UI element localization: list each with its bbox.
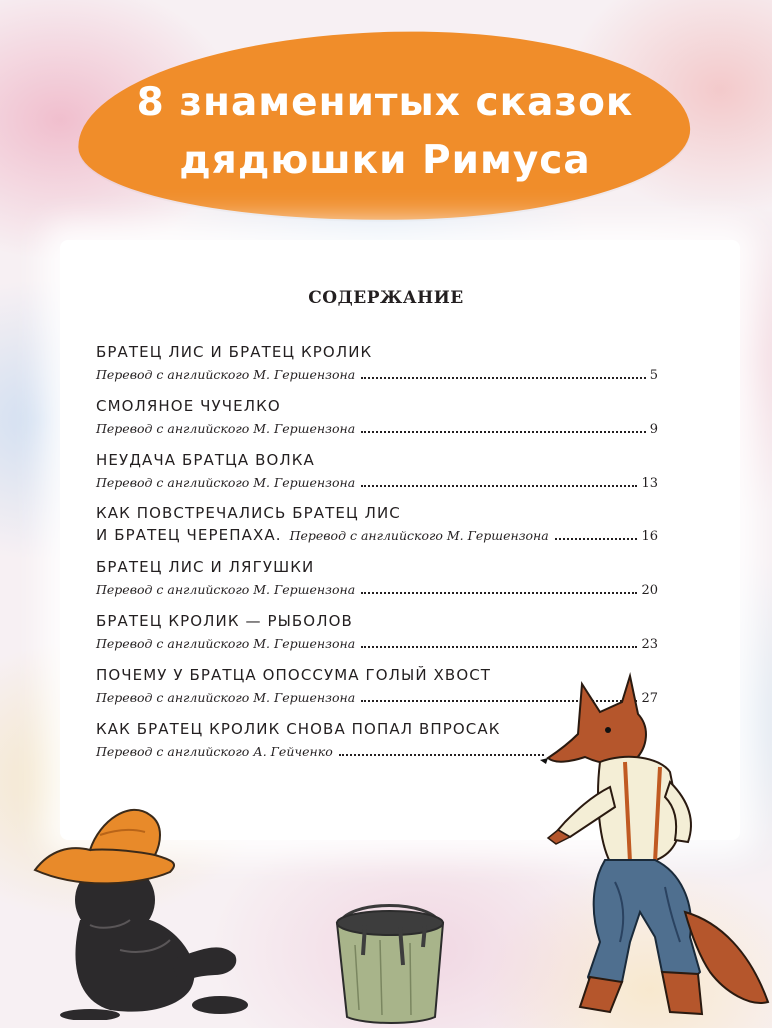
translator-credit: Перевод с английского М. Гершензона [96, 367, 356, 382]
title-line-2: дядюшки Римуса [179, 138, 591, 183]
translator-credit: Перевод с английского М. Гершензона [96, 582, 356, 597]
story-title: БРАТЕЦ ЛИС И БРАТЕЦ КРОЛИК [96, 343, 373, 361]
toc-entry[interactable] [96, 557, 658, 600]
dot-leader [361, 591, 637, 594]
story-title: ПОЧЕМУ У БРАТЦА ОПОССУМА ГОЛЫЙ ХВОСТ [96, 666, 492, 684]
hat-icon [35, 810, 174, 884]
toc-entry[interactable] [96, 450, 658, 493]
dot-leader [361, 645, 637, 648]
page-number: 13 [641, 476, 658, 491]
translator-credit: Перевод с английского А. Гейченко [96, 744, 333, 759]
toc-entry[interactable] [96, 342, 658, 385]
fox-trousers [588, 860, 700, 987]
story-title-line-2: И БРАТЕЦ ЧЕРЕПАХА. [96, 526, 282, 544]
page-number: 5 [649, 368, 658, 383]
tar-baby-body [60, 862, 248, 1020]
translation-line [96, 366, 658, 385]
dot-leader [361, 430, 646, 433]
fox-head [540, 676, 646, 764]
dot-leader [339, 753, 544, 756]
contents-heading: СОДЕРЖАНИЕ [308, 288, 464, 308]
story-title: КАК БРАТЕЦ КРОЛИК СНОВА ПОПАЛ ВПРОСАК [96, 720, 501, 738]
bucket-body [337, 923, 443, 1023]
page-number: 9 [649, 422, 658, 437]
fox-feet [580, 972, 702, 1014]
story-title: СМОЛЯНОЕ ЧУЧЕЛКО [96, 397, 281, 415]
translator-credit: Перевод с английского М. Гершензона [96, 636, 356, 651]
translator-credit: Перевод с английского М. Гершензона [96, 475, 356, 490]
page-number: 20 [641, 583, 658, 598]
fox-illustration [530, 672, 772, 1024]
translator-credit: Перевод с английского М. Гершензона [96, 690, 356, 705]
page-number: 16 [641, 529, 658, 544]
translation-line [96, 474, 658, 493]
dot-leader [361, 484, 637, 487]
translation-line [96, 635, 658, 654]
tar-bucket-illustration [325, 895, 455, 1025]
toc-entry[interactable] [96, 719, 548, 761]
title-line-1: 8 знаменитых сказок [136, 80, 634, 125]
toc-entry[interactable] [96, 503, 658, 546]
story-title: БРАТЕЦ ЛИС И ЛЯГУШКИ [96, 558, 315, 576]
story-title-line-1: КАК ПОВСТРЕЧАЛИСЬ БРАТЕЦ ЛИС [96, 504, 401, 522]
translation-line [96, 525, 658, 546]
story-title: НЕУДАЧА БРАТЦА ВОЛКА [96, 451, 315, 469]
translation-line [96, 743, 548, 761]
translator-credit: Перевод с английского М. Гершензона [96, 421, 356, 436]
toc-entry[interactable] [96, 396, 658, 439]
page-number: 27 [641, 691, 658, 706]
toc-entry[interactable] [96, 611, 658, 654]
dot-leader [361, 376, 646, 379]
tar-baby-illustration [30, 790, 260, 1020]
story-title: БРАТЕЦ КРОЛИК — РЫБОЛОВ [96, 612, 353, 630]
translation-line [96, 420, 658, 439]
translator-credit: Перевод с английского М. Гершензона [289, 528, 549, 543]
dot-leader [555, 537, 638, 540]
bucket-tar [337, 911, 443, 935]
book-title [60, 74, 710, 190]
translation-line [96, 581, 658, 600]
page-number: 23 [641, 637, 658, 652]
fox-shirt [548, 757, 691, 862]
